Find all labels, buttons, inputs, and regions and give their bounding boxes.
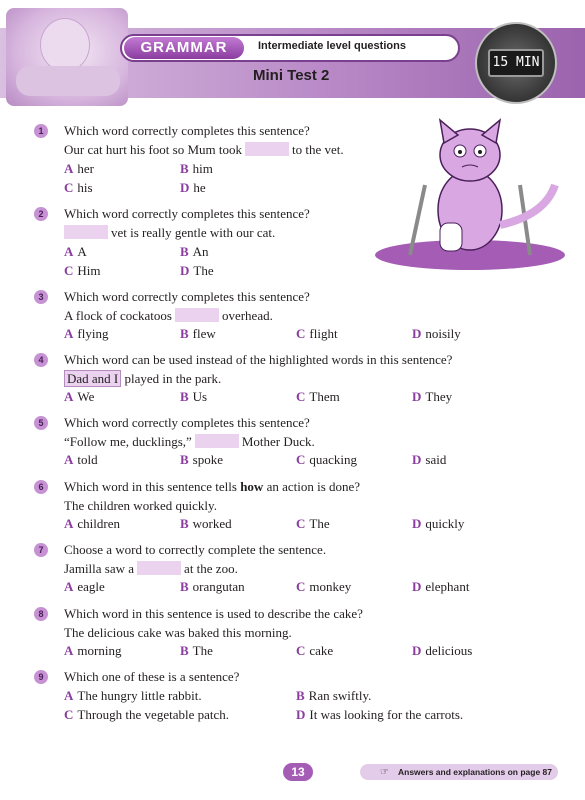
question-number: 2 bbox=[34, 207, 48, 221]
page-title: Mini Test 2 bbox=[253, 67, 330, 84]
option-b[interactable]: B him bbox=[180, 161, 213, 176]
question-prompt: Which word in this sentence tells how an action is done? bbox=[64, 479, 361, 494]
question-prompt: Which word in this sentence is used to describe the cake? bbox=[64, 606, 363, 621]
question-number: 8 bbox=[34, 607, 48, 621]
sentence-before: “Follow me, ducklings,” bbox=[64, 434, 192, 449]
option-d[interactable]: D quickly bbox=[412, 516, 465, 531]
question-sentence bbox=[64, 308, 273, 324]
timer-display: 15 MIN bbox=[488, 49, 544, 77]
option-c[interactable]: C flight bbox=[296, 326, 338, 341]
option-d[interactable]: D said bbox=[412, 452, 447, 467]
question-number: 5 bbox=[34, 416, 48, 430]
question-prompt: Which word correctly completes this sentence? bbox=[64, 415, 310, 430]
highlighted-words: Dad and I bbox=[64, 370, 121, 387]
question-8 bbox=[34, 606, 554, 658]
question-prompt: Choose a word to correctly complete the sentence. bbox=[64, 542, 327, 557]
question-number: 9 bbox=[34, 670, 48, 684]
question-3 bbox=[34, 289, 554, 341]
child-face bbox=[40, 18, 90, 72]
question-sentence: The children worked quickly. bbox=[64, 498, 217, 513]
question-prompt: Which word can be used instead of the highlighted words in this sentence? bbox=[64, 352, 453, 367]
option-c[interactable]: C monkey bbox=[296, 579, 352, 594]
emphasis-word: how bbox=[240, 479, 264, 494]
option-a[interactable]: A told bbox=[64, 452, 98, 467]
question-number: 7 bbox=[34, 543, 48, 557]
level-label: Intermediate level questions bbox=[258, 40, 406, 52]
question-number: 6 bbox=[34, 480, 48, 494]
question-sentence bbox=[64, 434, 315, 450]
sentence-after: Mother Duck. bbox=[241, 434, 315, 449]
sentence-after: to the vet. bbox=[292, 142, 344, 157]
sentence-after: at the zoo. bbox=[184, 561, 238, 576]
option-d[interactable]: D delicious bbox=[412, 643, 473, 658]
option-a[interactable]: A her bbox=[64, 161, 94, 176]
child-arm bbox=[16, 66, 120, 96]
question-sentence bbox=[64, 371, 221, 387]
option-a[interactable]: A The hungry little rabbit. bbox=[64, 688, 202, 703]
answer-blank bbox=[64, 225, 108, 239]
question-4 bbox=[34, 352, 554, 404]
pointing-hand-icon: ☞ bbox=[380, 767, 389, 778]
question-5 bbox=[34, 415, 554, 467]
option-d[interactable]: D They bbox=[412, 389, 453, 404]
question-sentence: The delicious cake was baked this morning. bbox=[64, 625, 292, 640]
child-reading-photo bbox=[6, 8, 128, 106]
option-b[interactable]: B orangutan bbox=[180, 579, 245, 594]
sentence-after: played in the park. bbox=[124, 371, 222, 386]
question-number: 4 bbox=[34, 353, 48, 367]
option-b[interactable]: B Ran swiftly. bbox=[296, 688, 372, 703]
option-a[interactable]: A A bbox=[64, 244, 87, 259]
question-7 bbox=[34, 542, 554, 594]
question-1 bbox=[34, 123, 554, 195]
option-c[interactable]: C The bbox=[296, 516, 330, 531]
option-c[interactable]: C Through the vegetable patch. bbox=[64, 707, 229, 722]
answers-reference[interactable] bbox=[360, 764, 558, 780]
option-b[interactable]: B An bbox=[180, 244, 209, 259]
question-sentence bbox=[64, 561, 238, 577]
option-b[interactable]: B The bbox=[180, 643, 213, 658]
option-b[interactable]: B Us bbox=[180, 389, 208, 404]
option-a[interactable]: A We bbox=[64, 389, 95, 404]
option-b[interactable]: B spoke bbox=[180, 452, 224, 467]
question-prompt: Which word correctly completes this sentence? bbox=[64, 123, 310, 138]
question-number: 1 bbox=[34, 124, 48, 138]
answer-blank bbox=[245, 142, 289, 156]
option-a[interactable]: A flying bbox=[64, 326, 109, 341]
option-a[interactable]: A eagle bbox=[64, 579, 105, 594]
option-b[interactable]: B flew bbox=[180, 326, 216, 341]
option-c[interactable]: C cake bbox=[296, 643, 334, 658]
option-d[interactable]: D elephant bbox=[412, 579, 470, 594]
question-prompt: Which word correctly completes this sentence? bbox=[64, 289, 310, 304]
stopwatch-icon bbox=[475, 22, 557, 104]
question-9 bbox=[34, 669, 554, 725]
question-prompt: Which word correctly completes this sentence? bbox=[64, 206, 310, 221]
sentence-before: Our cat hurt his foot so Mum took bbox=[64, 142, 243, 157]
option-d[interactable]: D noisily bbox=[412, 326, 461, 341]
question-6 bbox=[34, 479, 554, 531]
option-c[interactable]: C Them bbox=[296, 389, 340, 404]
option-a[interactable]: A morning bbox=[64, 643, 122, 658]
option-c[interactable]: C his bbox=[64, 180, 93, 195]
sentence-after: overhead. bbox=[221, 308, 273, 323]
question-number: 3 bbox=[34, 290, 48, 304]
sentence-before: Jamilla saw a bbox=[64, 561, 135, 576]
question-prompt: Which one of these is a sentence? bbox=[64, 669, 240, 684]
option-c[interactable]: C quacking bbox=[296, 452, 358, 467]
option-c[interactable]: C Him bbox=[64, 263, 101, 278]
option-b[interactable]: B worked bbox=[180, 516, 232, 531]
option-a[interactable]: A children bbox=[64, 516, 120, 531]
option-d[interactable]: D It was looking for the carrots. bbox=[296, 707, 464, 722]
answer-blank bbox=[137, 561, 181, 575]
option-d[interactable]: D The bbox=[180, 263, 214, 278]
option-d[interactable]: D he bbox=[180, 180, 206, 195]
answer-blank bbox=[175, 308, 219, 322]
page-number: 13 bbox=[283, 763, 313, 781]
sentence-before: A flock of cockatoos bbox=[64, 308, 172, 323]
question-sentence bbox=[64, 225, 275, 241]
sentence-after: vet is really gentle with our cat. bbox=[111, 225, 276, 240]
answers-text: Answers and explanations on page 87 bbox=[398, 767, 552, 777]
answer-blank bbox=[195, 434, 239, 448]
section-title: GRAMMAR bbox=[124, 37, 244, 59]
question-2 bbox=[34, 206, 554, 278]
question-sentence bbox=[64, 142, 344, 158]
